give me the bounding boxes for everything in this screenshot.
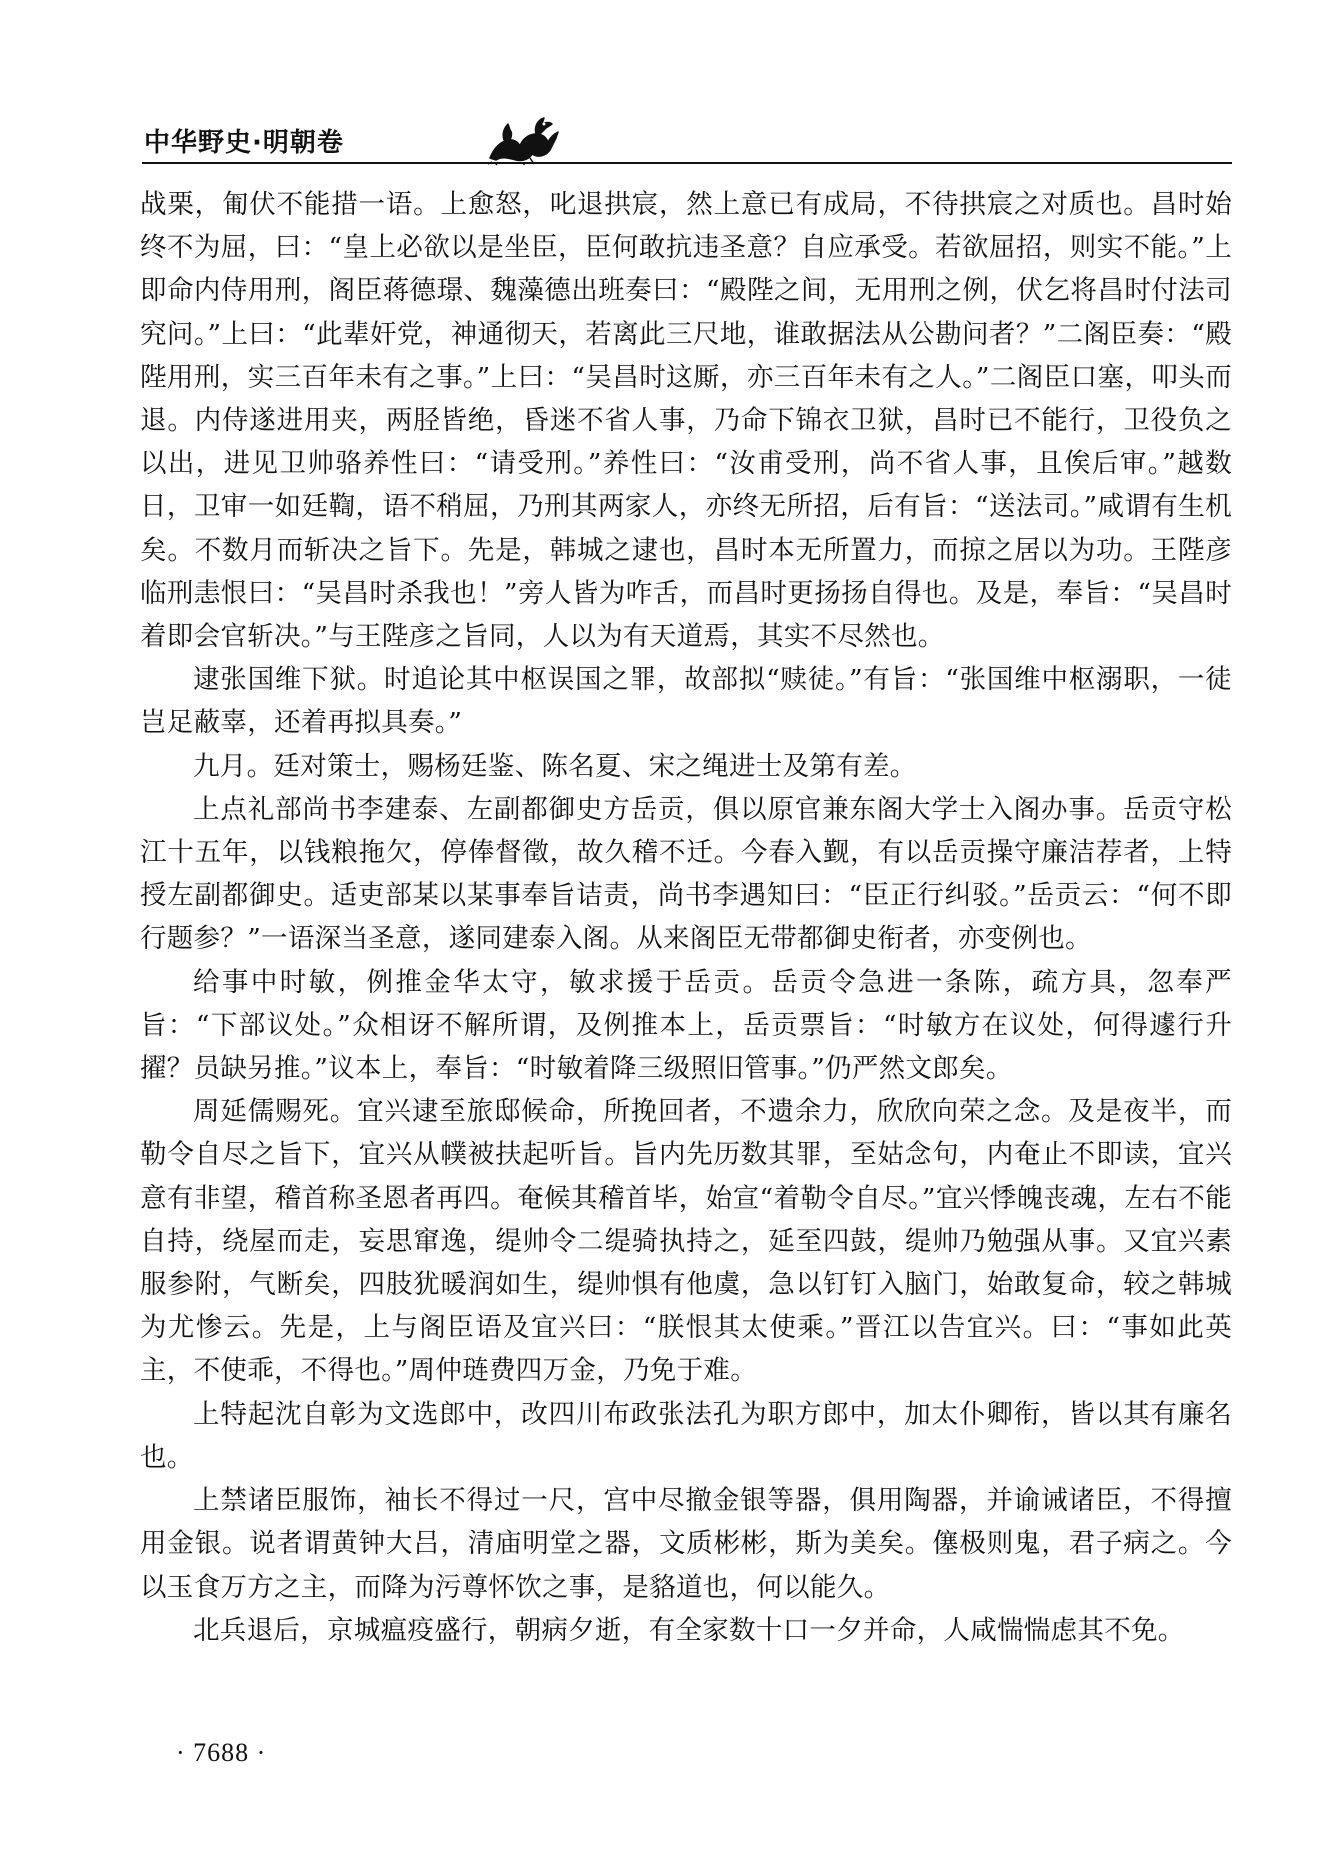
paragraph: 战栗，匍伏不能措一语。上愈怒，叱退拱宸，然上意已有成局，不待拱宸之对质也。昌时始终不为屈，曰：“皇上必欲以是坐臣，臣何敢抗违圣意？自应承受。若欲屈招，则实不能。”上即命内侍用刑，阁臣蒋德璟、魏藻德出班奏曰：“殿陛之间，无用刑之例，伏乞将昌时付法司究问。”上曰：“此辈奸党，神通彻天，若离此三尺地，谁敢据法从公勘问者？”二阁臣奏：“殿陛用刑，实三百年未有之事。”上曰：“吴昌时这厮，亦三百年未有之人。”二阁臣口塞，叩头而退。内侍遂进用夹，两胫皆绝，昏迷不省人事，乃命下锦衣卫狱，昌时已不能行，卫役负之以出，进见卫帅骆养性曰：“请受刑。”养性曰：“汝甫受刑，尚不省人事，且俟后审。”越数日，卫审一如廷鞫，语不稍屈，乃刑其两家人，亦终无所招，后有旨：“送法司。”咸谓有生机矣。不数月而斩决之旨下。先是，韩城之逮也，昌时本无所置力，而掠之居以为功。王陛彦临刑恚恨曰：“吴昌时杀我也！”旁人皆为咋舌，而昌时更扬扬自得也。及是，奉旨：“吴昌时着即会官斩决。”与王陛彦之旨同，人以为有天道焉，其实不尽然也。 [140, 189, 1232, 653]
dragon-emblem-icon [484, 112, 562, 166]
paragraph: 周延儒赐死。宜兴逮至旅邸候命，所挽回者，不遗余力，欣欣向荣之念。及是夜半，而勒令自尽之旨下，宜兴从幞被扶起听旨。旨内先历数其罪，至姑念句，内奄止不即读，宜兴意有非望，稽首称圣恩者再四。奄候其稽首毕，始宣“着勒令自尽。”宜兴悸魄丧魂，左右不能自持，绕屋而走，妄思窜逸，缇帅令二缇骑执持之，延至四鼓，缇帅乃勉强从事。又宜兴素服参附，气断矣，四肢犹暖润如生，缇帅惧有他虞，急以钉钉入脑门，始敢复命，较之韩城为尤惨云。先是，上与阁臣语及宜兴曰：“朕恨其太使乘。”晋江以告宜兴。曰：“事如此英主，不使乖，不得也。”周仲琏费四万金，乃免于难。 [140, 1096, 1232, 1387]
body-text [140, 183, 1232, 1652]
paragraph: 上禁诸臣服饰，袖长不得过一尺，宫中尽撤金银等器，俱用陶器，并谕诫诸臣，不得擅用金银。说者谓黄钟大吕，清庙明堂之器，文质彬彬，斯为美矣。僿极则鬼，君子病之。今以玉食万方之主，而降为污尊怀饮之事，是貉道也，何以能久。 [140, 1485, 1232, 1603]
page-number: · 7688 · [176, 1738, 267, 1767]
paragraph: 逮张国维下狱。时追论其中枢误国之罪，故部拟“赎徒。”有旨：“张国维中枢溺职，一徒岂足蔽辜，还着再拟具奏。” [140, 664, 1232, 739]
paragraph: 北兵退后，京城瘟疫盛行，朝病夕逝，有全家数十口一夕并命，人咸惴惴虑其不免。 [193, 1614, 1185, 1646]
paragraph: 上点礼部尚书李建泰、左副都御史方岳贡，俱以原官兼东阁大学士入阁办事。岳贡守松江十五年，以钱粮拖欠，停俸督徵，故久稽不迁。今春入觐，有以岳贡操守廉洁荐者，上特授左副都御史。适吏部某以某事奉旨诘责，尚书李遇知曰：“臣正行纠驳。”岳贡云：“何不即行题参？”一语深当圣意，遂同建泰入阁。从来阁臣无带都御史衔者，亦变例也。 [140, 793, 1232, 955]
header-rule [142, 162, 1232, 164]
book-title: 中华野史·明朝卷 [144, 128, 344, 158]
running-header [142, 112, 1232, 172]
paragraph: 九月。廷对策士，赐杨廷鉴、陈名夏、宋之绳进士及第有差。 [193, 750, 917, 782]
paragraph: 给事中时敏，例推金华太守，敏求援于岳贡。岳贡令急进一条陈，疏方具，忽奉严旨：“下部议处。”众相讶不解所谓，及例推本上，岳贡票旨：“时敏方在议处，何得遽行升擢？员缺另推。”议本上，奉旨：“时敏着降三级照旧管事。”仍严然文郎矣。 [140, 966, 1232, 1085]
paragraph: 上特起沈自彰为文选郎中，改四川布政张法孔为职方郎中，加太仆卿衔，皆以其有廉名也。 [140, 1398, 1232, 1473]
